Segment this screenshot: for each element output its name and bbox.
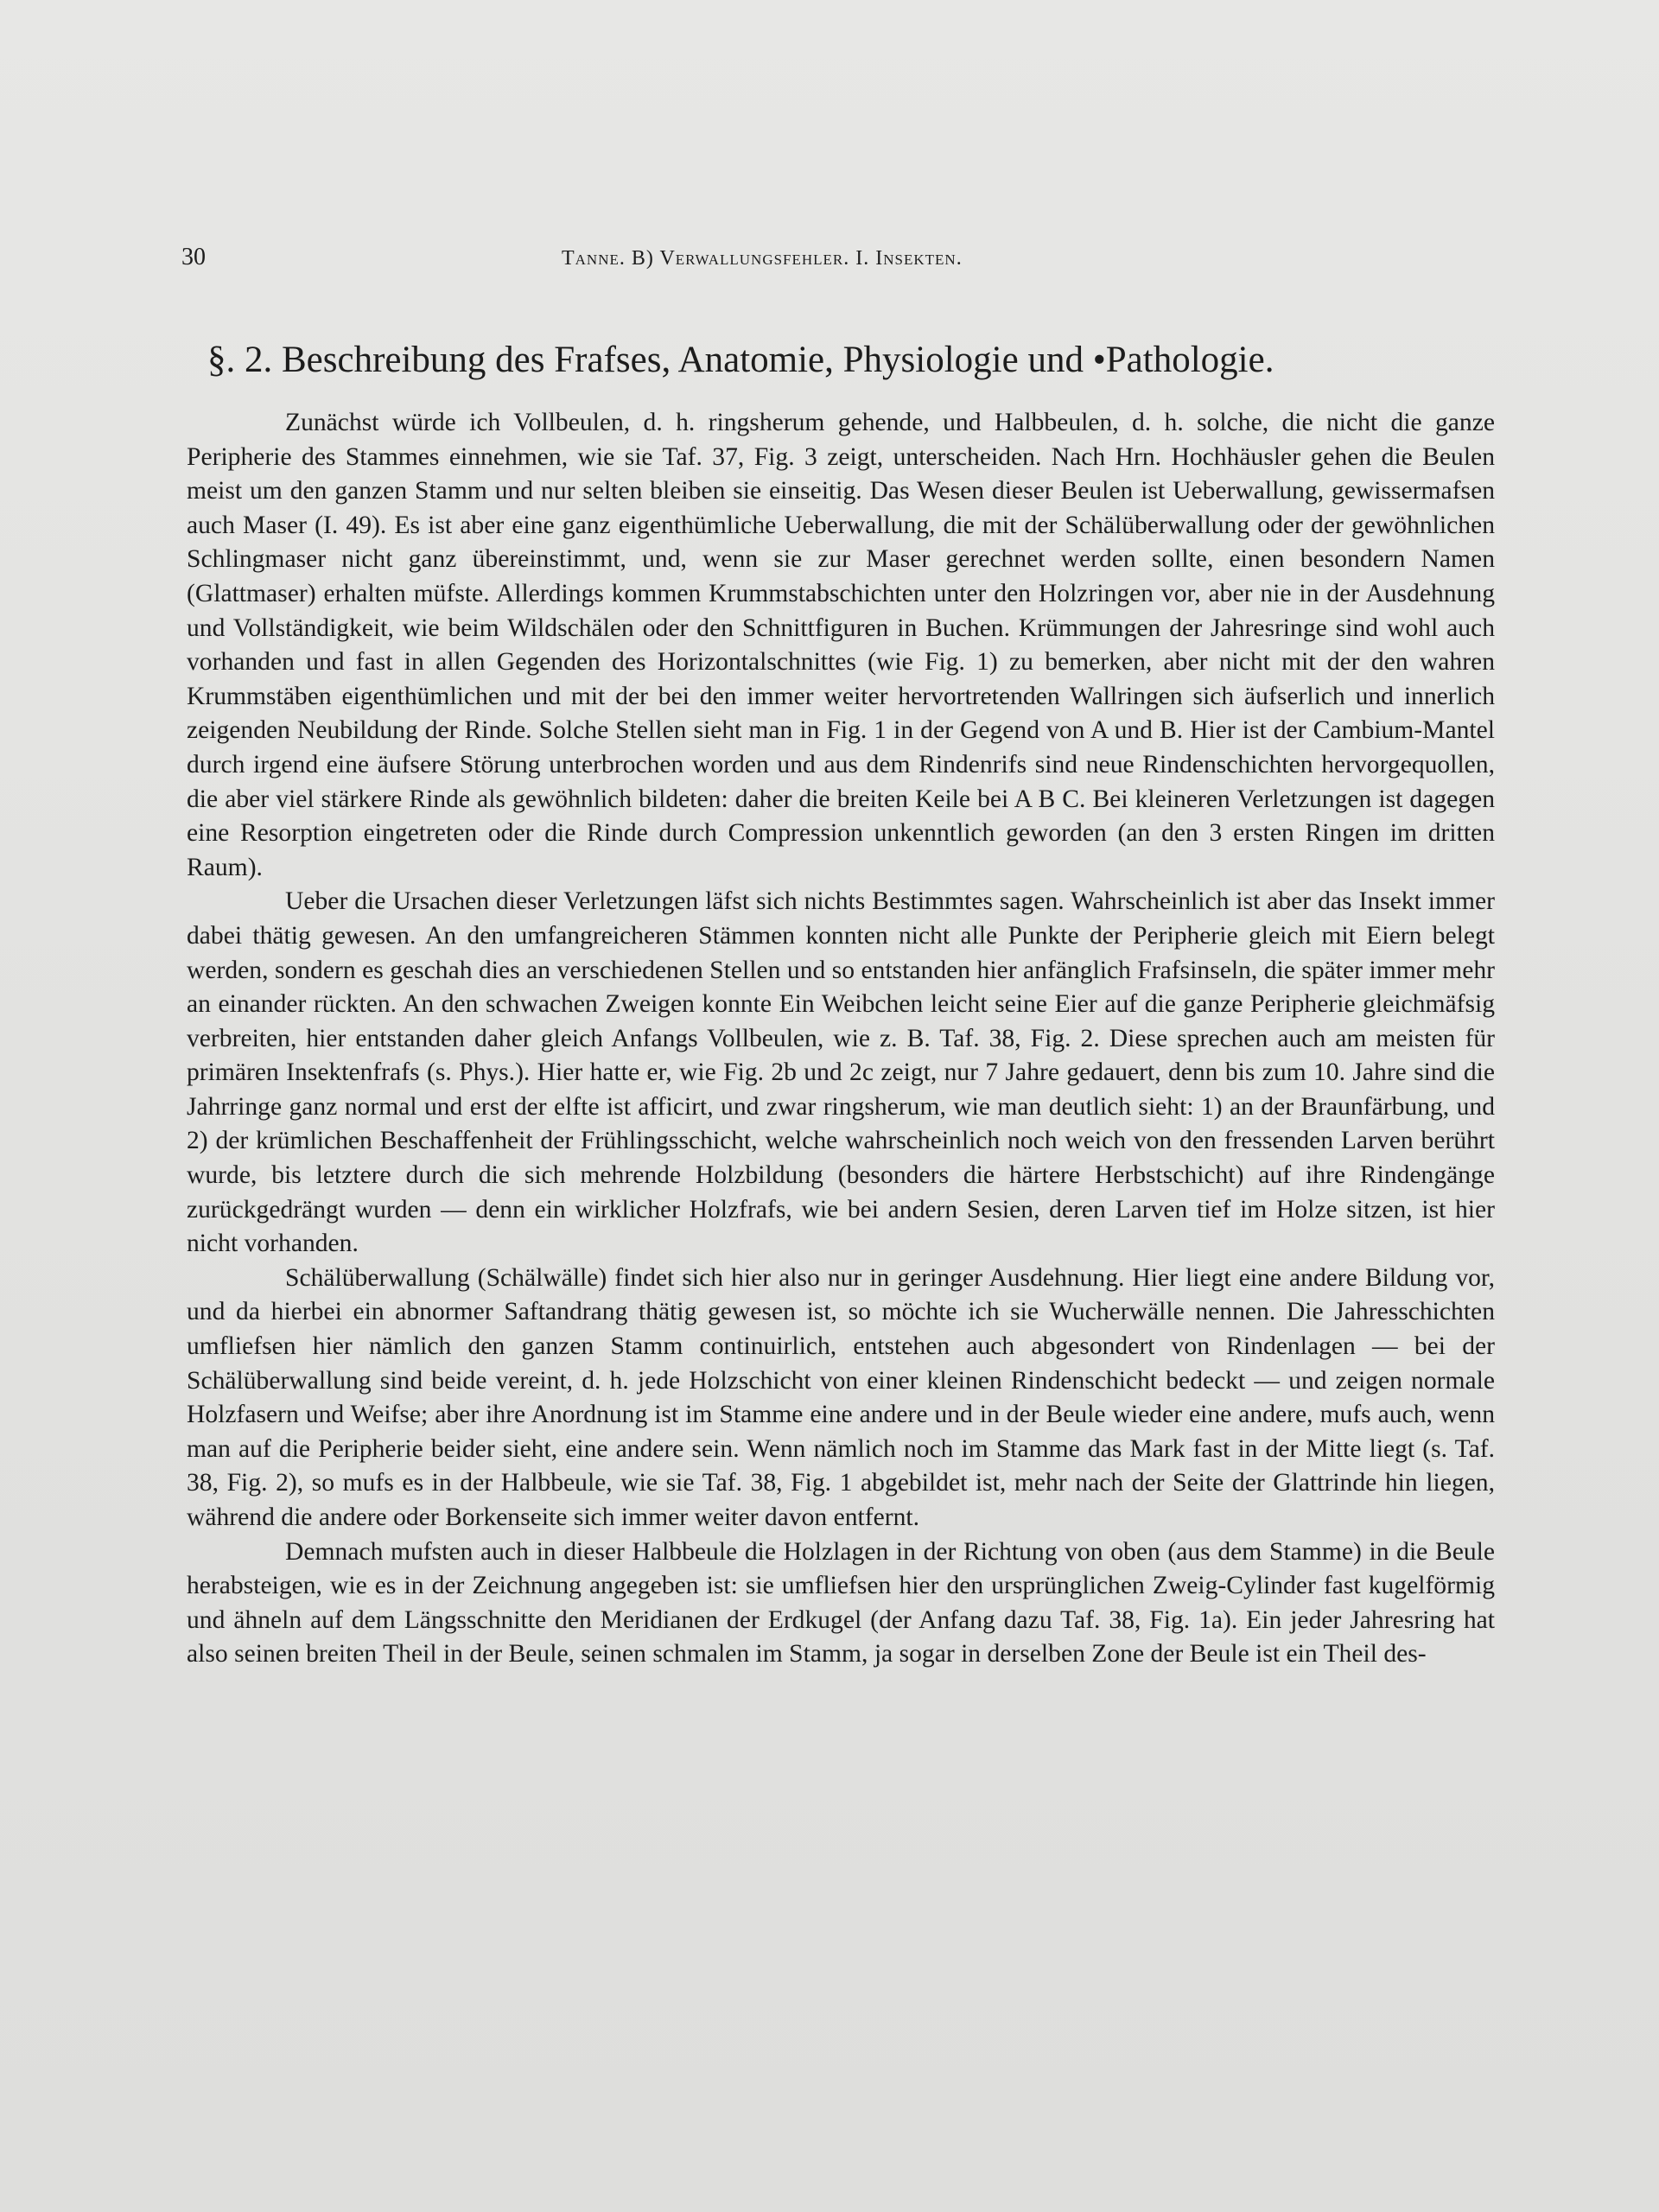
paragraph: Ueber die Ursachen dieser Verletzungen läfst sich nichts Bestimmtes sagen. Wahrscheinlich ist aber das Insekt immer dabei thätig gewesen. An den umfangreicheren Stämmen konnten nicht alle Punkte der Peripherie gleich mit Eiern belegt werden, sondern es geschah dies an verschiedenen Stellen und so entstanden hier anfänglich Frafsinseln, die später immer mehr an einander rückten. An den schwachen Zweigen konnte Ein Weibchen leicht seine Eier auf die ganze Peripherie gleichmäfsig verbreiten, hier entstanden daher gleich Anfangs Vollbeulen, wie z. B. Taf. 38, Fig. 2. Diese sprechen auch am meisten für primären Insektenfrafs (s. Phys.). Hier hatte er, wie Fig. 2b und 2c zeigt, nur 7 Jahre gedauert, denn bis zum 10. Jahre sind die Jahrringe ganz normal und erst der elfte ist afficirt, und zwar ringsherum, wie man deutlich sieht: 1) an der Braunfärbung, und 2) der krümlichen Beschaffenheit der Frühlingsschicht, welche wahrscheinlich noch weich von den fressenden Larven berührt wurde, bis letztere durch die sich mehrende Holzbildung (besonders die härtere Herbstschicht) auf ihre Rindengänge zurückgedrängt wurden — denn ein wirklicher Holzfrafs, wie bei andern Sesien, deren Larven tief im Holze sitzen, ist hier nicht vorhanden. — [187, 887, 1495, 1258]
page-number: 30 — [181, 244, 206, 270]
paragraph: Zunächst würde ich Vollbeulen, d. h. ringsherum gehende, und Halbbeulen, d. h. solche, die nicht die ganze Peripherie des Stammes einnehmen, wie sie Taf. 37, Fig. 3 zeigt, unterscheiden. Nach Hrn. Hochhäusler gehen die Beulen meist um den ganzen Stamm und nur selten bleiben sie einseitig. Das Wesen dieser Beulen ist Ueberwallung, gewissermafsen auch Maser (I. 49). Es ist aber eine ganz eigenthümliche Ueberwallung, die mit der Schälüberwallung oder der gewöhnlichen Schlingmaser nicht ganz übereinstimmt, und, wenn sie zur Maser gerechnet werden sollte, einen besondern Namen (Glattmaser) erhalten müfste. Allerdings kommen Krummstabschichten unter den Holzringen vor, aber nie in der Ausdehnung und Vollständigkeit, wie beim Wildschälen oder den Schnittfiguren in Buchen. Krümmungen der Jahresringe sind wohl auch vorhanden und fast in allen Gegenden des Horizontalschnittes (wie Fig. 1) zu bemerken, aber nicht mit der den wahren Krummstäben eigenthümlichen und mit der bei den immer weiter hervortretenden Wallringen sich äufserlich und innerlich zeigenden Neubildung der Rinde. Solche Stellen sieht man in Fig. 1 in der Gegend von A und B. Hier ist der Cambium-Mantel durch irgend eine äufsere Störung unterbrochen worden und aus dem Rindenrifs sind neue Rindenschichten hervorgequollen, die aber viel stärkere Rinde als gewöhnlich bildeten: daher die breiten Keile bei A B C. Bei kleineren Verletzungen ist dagegen eine Resorption eingetreten oder die Rinde durch Compression unkenntlich geworden (an den 3 ersten Ringen im dritten Raum). — [187, 409, 1495, 881]
paragraph: Schälüberwallung (Schälwälle) findet sich hier also nur in geringer Ausdehnung. Hier liegt eine andere Bildung vor, und da hierbei ein abnormer Saftandrang thätig gewesen ist, so möchte ich sie Wucherwälle nennen. Die Jahresschichten umfliefsen hier nämlich den ganzen Stamm continuirlich, entstehen auch abgesondert von Rindenlagen — bei der Schälüberwallung sind beide vereint, d. h. jede Holzschicht von einer kleinen Rindenschicht bedeckt — und zeigen normale Holzfasern und Weifse; aber ihre Anordnung ist im Stamme eine andere und in der Beule wieder eine andere, mufs auch, wenn man auf die Peripherie beider sieht, eine andere sein. Wenn nämlich noch im Stamme das Mark fast in der Mitte liegt (s. Taf. 38, Fig. 2), so mufs es in der Halbbeule, wie sie Taf. 38, Fig. 1 abgebildet ist, mehr nach der Seite der Glattrinde hin liegen, während die andere oder Borkenseite sich immer weiter davon entfernt. — [187, 1263, 1495, 1531]
running-head: Tanne. B) Verwallungsfehler. I. Insekten. — [562, 247, 963, 270]
section-title: §. 2. Beschreibung des Frafses, Anatomie, Physiologie und •Pathologie. — [207, 340, 1274, 380]
page-header — [181, 244, 1495, 278]
paragraph: Demnach mufsten auch in dieser Halbbeule die Holzlagen in der Richtung von oben (aus dem Stamme) in die Beule herabsteigen, wie es in der Zeichnung angegeben ist: sie umfliefsen hier den ursprünglichen Zweig-Cylinder fast kugelförmig und ähneln auf dem Längsschnitte den Meridianen der Erdkugel (der Anfang dazu Taf. 38, Fig. 1a). Ein jeder Jahresring hat also seinen breiten Theil in der Beule, seinen schmalen im Stamm, ja sogar in derselben Zone der Beule ist ein Theil des- — [187, 1537, 1495, 1669]
body-text — [187, 406, 1495, 1672]
